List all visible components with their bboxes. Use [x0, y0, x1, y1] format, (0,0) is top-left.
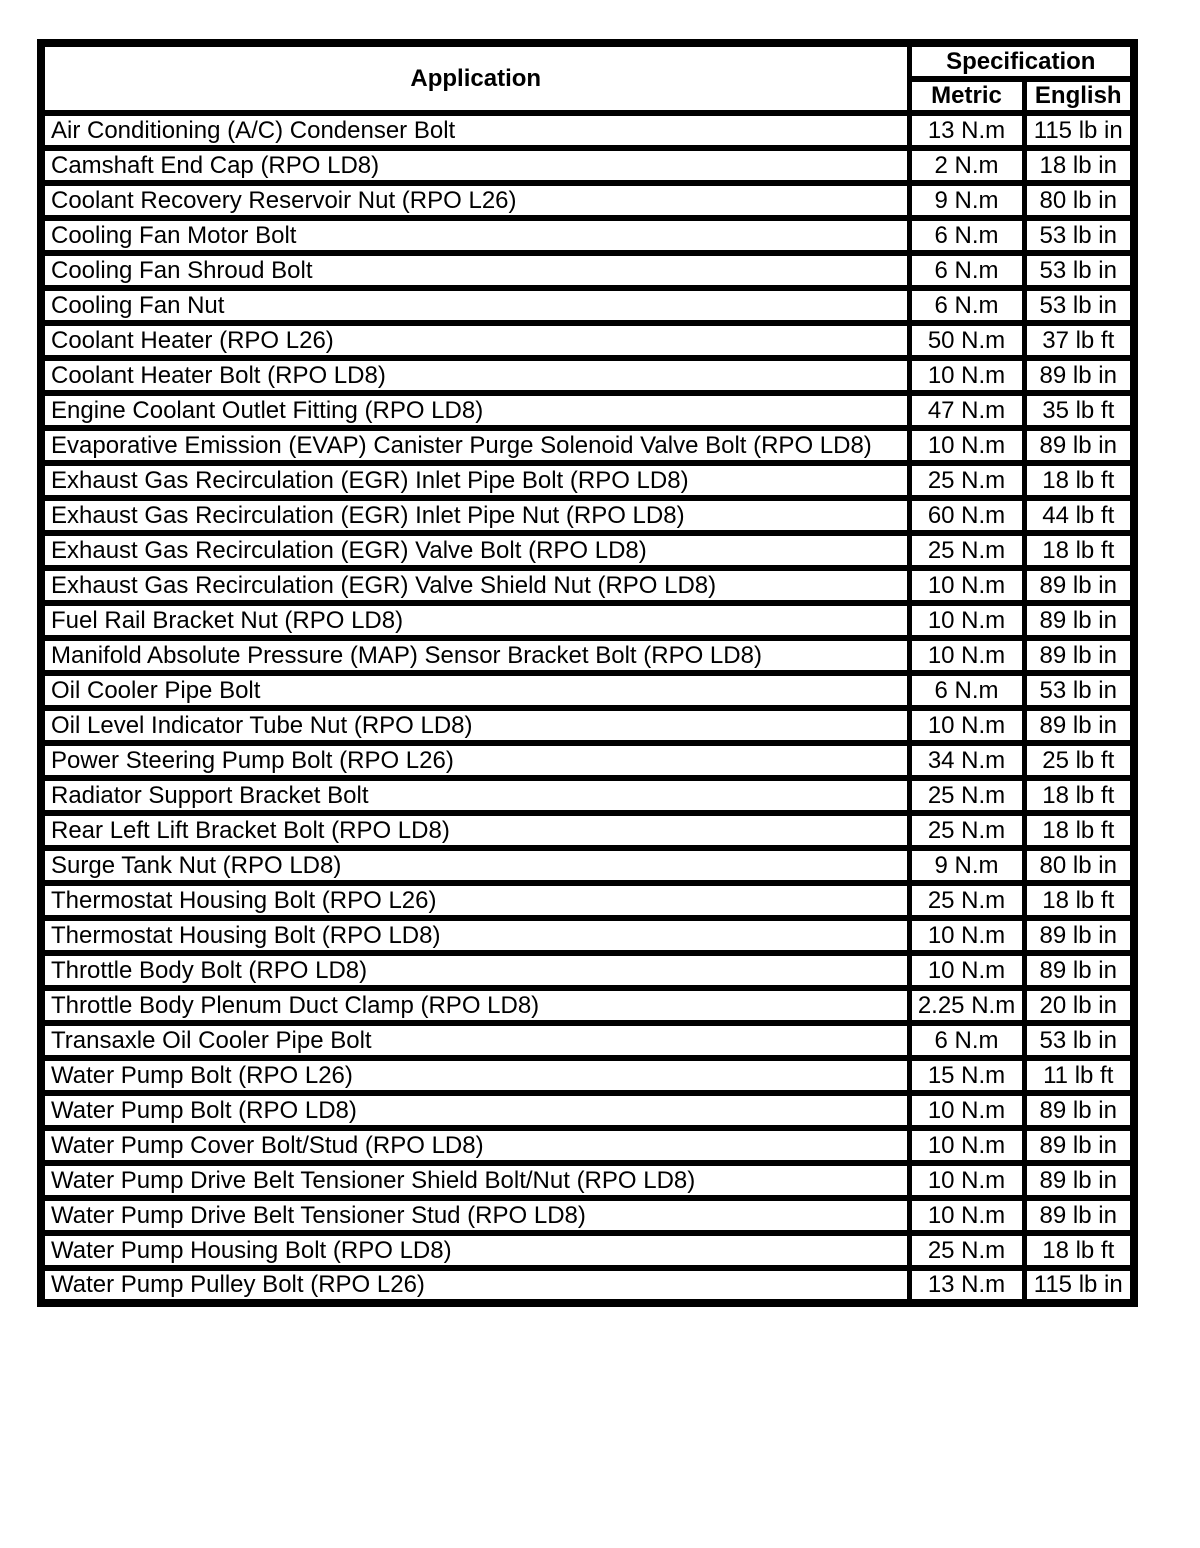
metric-value-cell: 25 N.m	[909, 778, 1024, 813]
table-row	[41, 253, 1134, 288]
english-value-cell: 115 lb in	[1024, 1268, 1134, 1303]
english-value-cell: 89 lb in	[1024, 953, 1134, 988]
application-cell: Oil Cooler Pipe Bolt	[41, 673, 909, 708]
metric-value-cell: 25 N.m	[909, 883, 1024, 918]
english-value-cell: 35 lb ft	[1024, 393, 1134, 428]
application-cell: Rear Left Lift Bracket Bolt (RPO LD8)	[41, 813, 909, 848]
table-row	[41, 673, 1134, 708]
english-value-cell: 11 lb ft	[1024, 1058, 1134, 1093]
application-cell: Water Pump Drive Belt Tensioner Stud (RPO LD8)	[41, 1198, 909, 1233]
english-value-cell: 18 lb ft	[1024, 533, 1134, 568]
table-row	[41, 953, 1134, 988]
table-row	[41, 1128, 1134, 1163]
table-row	[41, 813, 1134, 848]
application-cell: Cooling Fan Motor Bolt	[41, 218, 909, 253]
specification-column-header: Specification	[909, 43, 1134, 79]
application-cell: Thermostat Housing Bolt (RPO L26)	[41, 883, 909, 918]
application-cell: Manifold Absolute Pressure (MAP) Sensor Bracket Bolt (RPO LD8)	[41, 638, 909, 673]
application-cell: Oil Level Indicator Tube Nut (RPO LD8)	[41, 708, 909, 743]
application-cell: Surge Tank Nut (RPO LD8)	[41, 848, 909, 883]
english-value-cell: 89 lb in	[1024, 1198, 1134, 1233]
table-row	[41, 428, 1134, 463]
english-value-cell: 89 lb in	[1024, 918, 1134, 953]
table-row	[41, 1093, 1134, 1128]
application-cell: Water Pump Cover Bolt/Stud (RPO LD8)	[41, 1128, 909, 1163]
english-value-cell: 89 lb in	[1024, 428, 1134, 463]
table-row	[41, 603, 1134, 638]
table-row	[41, 1268, 1134, 1303]
application-cell: Thermostat Housing Bolt (RPO LD8)	[41, 918, 909, 953]
application-cell: Water Pump Housing Bolt (RPO LD8)	[41, 1233, 909, 1268]
metric-value-cell: 10 N.m	[909, 918, 1024, 953]
application-cell: Water Pump Bolt (RPO LD8)	[41, 1093, 909, 1128]
metric-value-cell: 9 N.m	[909, 183, 1024, 218]
english-value-cell: 37 lb ft	[1024, 323, 1134, 358]
application-cell: Coolant Recovery Reservoir Nut (RPO L26)	[41, 183, 909, 218]
table-row	[41, 113, 1134, 148]
english-value-cell: 53 lb in	[1024, 218, 1134, 253]
metric-value-cell: 6 N.m	[909, 253, 1024, 288]
english-value-cell: 115 lb in	[1024, 113, 1134, 148]
metric-value-cell: 25 N.m	[909, 463, 1024, 498]
application-cell: Transaxle Oil Cooler Pipe Bolt	[41, 1023, 909, 1058]
application-cell: Engine Coolant Outlet Fitting (RPO LD8)	[41, 393, 909, 428]
english-value-cell: 80 lb in	[1024, 848, 1134, 883]
metric-value-cell: 10 N.m	[909, 708, 1024, 743]
metric-value-cell: 6 N.m	[909, 288, 1024, 323]
english-value-cell: 89 lb in	[1024, 603, 1134, 638]
header-row-1	[41, 43, 1134, 79]
application-cell: Throttle Body Bolt (RPO LD8)	[41, 953, 909, 988]
application-cell: Cooling Fan Shroud Bolt	[41, 253, 909, 288]
table-row	[41, 183, 1134, 218]
english-value-cell: 18 lb in	[1024, 148, 1134, 183]
table-row	[41, 1023, 1134, 1058]
table-row	[41, 743, 1134, 778]
english-value-cell: 89 lb in	[1024, 1163, 1134, 1198]
application-cell: Water Pump Pulley Bolt (RPO L26)	[41, 1268, 909, 1303]
table-row	[41, 148, 1134, 183]
metric-value-cell: 10 N.m	[909, 1198, 1024, 1233]
table-row	[41, 1058, 1134, 1093]
english-value-cell: 53 lb in	[1024, 1023, 1134, 1058]
table-row	[41, 323, 1134, 358]
english-value-cell: 18 lb ft	[1024, 778, 1134, 813]
metric-value-cell: 2 N.m	[909, 148, 1024, 183]
english-value-cell: 18 lb ft	[1024, 463, 1134, 498]
english-value-cell: 18 lb ft	[1024, 883, 1134, 918]
metric-value-cell: 25 N.m	[909, 813, 1024, 848]
metric-column-header: Metric	[909, 79, 1024, 113]
english-value-cell: 18 lb ft	[1024, 1233, 1134, 1268]
application-cell: Radiator Support Bracket Bolt	[41, 778, 909, 813]
english-value-cell: 89 lb in	[1024, 1093, 1134, 1128]
metric-value-cell: 6 N.m	[909, 673, 1024, 708]
metric-value-cell: 10 N.m	[909, 1163, 1024, 1198]
spec-table-body	[41, 113, 1134, 1303]
application-cell: Water Pump Drive Belt Tensioner Shield Bolt/Nut (RPO LD8)	[41, 1163, 909, 1198]
table-row	[41, 498, 1134, 533]
metric-value-cell: 50 N.m	[909, 323, 1024, 358]
application-cell: Exhaust Gas Recirculation (EGR) Valve Bolt (RPO LD8)	[41, 533, 909, 568]
english-value-cell: 20 lb in	[1024, 988, 1134, 1023]
application-cell: Fuel Rail Bracket Nut (RPO LD8)	[41, 603, 909, 638]
application-cell: Exhaust Gas Recirculation (EGR) Inlet Pipe Bolt (RPO LD8)	[41, 463, 909, 498]
metric-value-cell: 13 N.m	[909, 113, 1024, 148]
table-row	[41, 358, 1134, 393]
english-column-header: English	[1024, 79, 1134, 113]
application-cell: Exhaust Gas Recirculation (EGR) Inlet Pipe Nut (RPO LD8)	[41, 498, 909, 533]
table-row	[41, 638, 1134, 673]
metric-value-cell: 15 N.m	[909, 1058, 1024, 1093]
table-header	[41, 43, 1134, 113]
english-value-cell: 18 lb ft	[1024, 813, 1134, 848]
metric-value-cell: 10 N.m	[909, 428, 1024, 463]
table-row	[41, 708, 1134, 743]
english-value-cell: 89 lb in	[1024, 568, 1134, 603]
metric-value-cell: 25 N.m	[909, 1233, 1024, 1268]
english-value-cell: 89 lb in	[1024, 638, 1134, 673]
english-value-cell: 25 lb ft	[1024, 743, 1134, 778]
application-cell: Air Conditioning (A/C) Condenser Bolt	[41, 113, 909, 148]
metric-value-cell: 9 N.m	[909, 848, 1024, 883]
application-cell: Coolant Heater (RPO L26)	[41, 323, 909, 358]
metric-value-cell: 10 N.m	[909, 1128, 1024, 1163]
application-cell: Camshaft End Cap (RPO LD8)	[41, 148, 909, 183]
application-cell: Throttle Body Plenum Duct Clamp (RPO LD8)	[41, 988, 909, 1023]
english-value-cell: 80 lb in	[1024, 183, 1134, 218]
table-row	[41, 463, 1134, 498]
application-cell: Water Pump Bolt (RPO L26)	[41, 1058, 909, 1093]
english-value-cell: 89 lb in	[1024, 708, 1134, 743]
application-cell: Exhaust Gas Recirculation (EGR) Valve Shield Nut (RPO LD8)	[41, 568, 909, 603]
metric-value-cell: 34 N.m	[909, 743, 1024, 778]
metric-value-cell: 10 N.m	[909, 568, 1024, 603]
table-row	[41, 848, 1134, 883]
metric-value-cell: 10 N.m	[909, 603, 1024, 638]
table-row	[41, 218, 1134, 253]
metric-value-cell: 10 N.m	[909, 1093, 1024, 1128]
english-value-cell: 89 lb in	[1024, 1128, 1134, 1163]
english-value-cell: 44 lb ft	[1024, 498, 1134, 533]
table-row	[41, 918, 1134, 953]
application-column-header: Application	[41, 43, 909, 113]
metric-value-cell: 6 N.m	[909, 218, 1024, 253]
table-row	[41, 988, 1134, 1023]
metric-value-cell: 2.25 N.m	[909, 988, 1024, 1023]
english-value-cell: 53 lb in	[1024, 288, 1134, 323]
metric-value-cell: 47 N.m	[909, 393, 1024, 428]
metric-value-cell: 10 N.m	[909, 358, 1024, 393]
metric-value-cell: 13 N.m	[909, 1268, 1024, 1303]
application-cell: Power Steering Pump Bolt (RPO L26)	[41, 743, 909, 778]
application-cell: Cooling Fan Nut	[41, 288, 909, 323]
english-value-cell: 89 lb in	[1024, 358, 1134, 393]
table-row	[41, 393, 1134, 428]
table-row	[41, 533, 1134, 568]
english-value-cell: 53 lb in	[1024, 253, 1134, 288]
table-row	[41, 568, 1134, 603]
table-row	[41, 883, 1134, 918]
torque-spec-table	[37, 39, 1138, 1307]
english-value-cell: 53 lb in	[1024, 673, 1134, 708]
metric-value-cell: 25 N.m	[909, 533, 1024, 568]
table-row	[41, 1198, 1134, 1233]
application-cell: Evaporative Emission (EVAP) Canister Purge Solenoid Valve Bolt (RPO LD8)	[41, 428, 909, 463]
metric-value-cell: 60 N.m	[909, 498, 1024, 533]
metric-value-cell: 10 N.m	[909, 638, 1024, 673]
table-row	[41, 1163, 1134, 1198]
application-cell: Coolant Heater Bolt (RPO LD8)	[41, 358, 909, 393]
table-row	[41, 778, 1134, 813]
table-row	[41, 1233, 1134, 1268]
metric-value-cell: 6 N.m	[909, 1023, 1024, 1058]
metric-value-cell: 10 N.m	[909, 953, 1024, 988]
table-row	[41, 288, 1134, 323]
